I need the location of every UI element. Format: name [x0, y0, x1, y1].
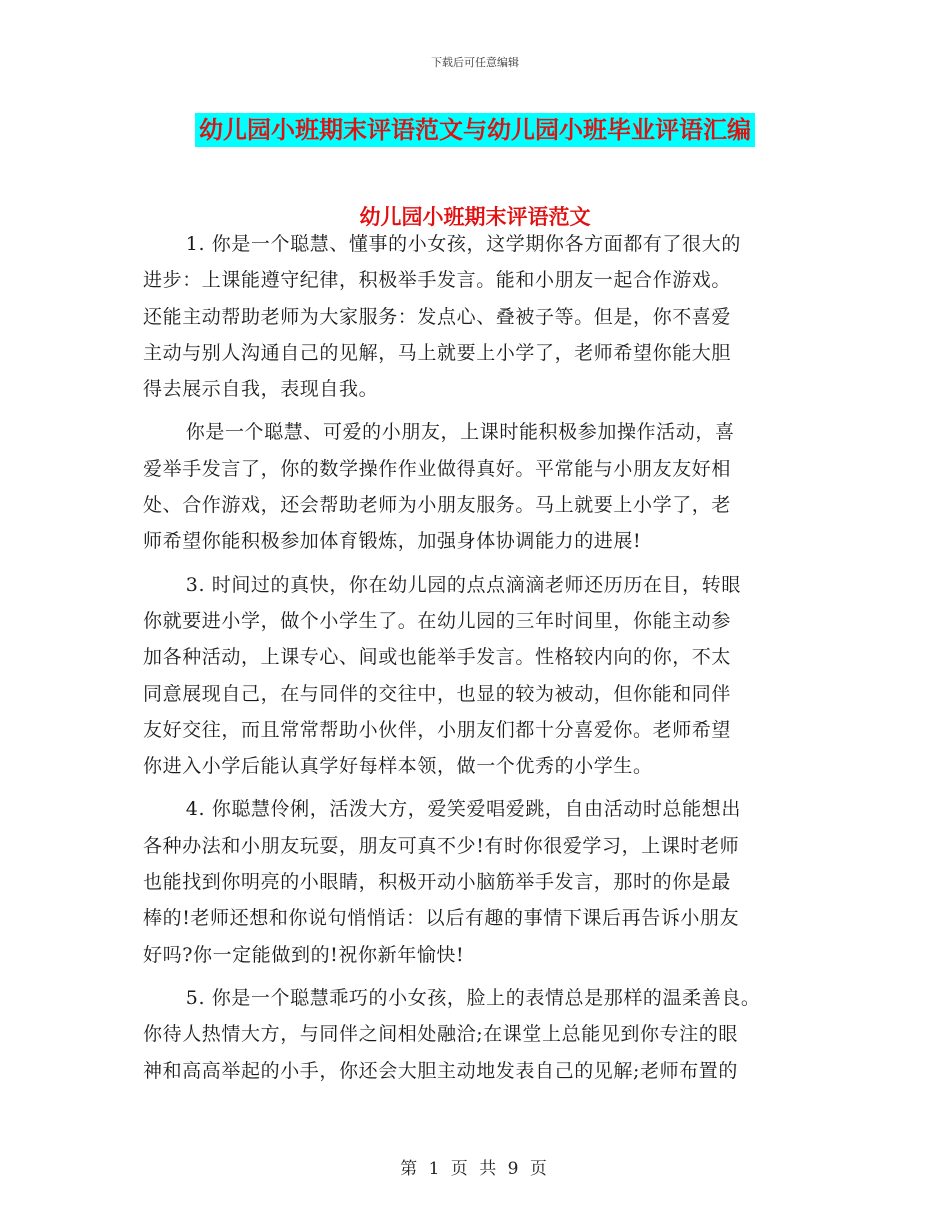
- paragraph-4: 4. 你聪慧伶俐，活泼大方，爱笑爱唱爱跳，自由活动时总能想出 各种办法和小朋友玩耍，朋友可真不少!有时你很爱学习，上课时老师 也能找到你明亮的小眼睛，积极开动小脑筋举手发言，那时的你是最 棒的!老师还想和你说句悄悄话：以后有趣的事情下课后再告诉小朋友 好吗?你一定能做到的!祝你新年愉快!: [143, 798, 741, 966]
- body-text: [143, 226, 833, 1096]
- header-note: 下载后可任意编辑: [431, 56, 519, 69]
- page-number-footer: 第 1 页 共 9 页: [400, 1159, 550, 1179]
- section-title: 幼儿园小班期末评语范文: [359, 205, 591, 229]
- paragraph-2: 你是一个聪慧、可爱的小朋友，上课时能积极参加操作活动，喜 爱举手发言了，你的数学操作作业做得真好。平常能与小朋友友好相 处、合作游戏，还会帮助老师为小朋友服务。马上就要上小学了，老 师希望你能积极参加体育锻炼，加强身体协调能力的进展!: [143, 421, 735, 553]
- paragraph-5: 5. 你是一个聪慧乖巧的小女孩，脸上的表情总是那样的温柔善良。 你待人热情大方，与同伴之间相处融洽;在课堂上总能见到你专注的眼 神和高高举起的小手，你还会大胆主动地发表自己的见解;老师布置的: [143, 986, 761, 1082]
- paragraph-1: 1. 你是一个聪慧、懂事的小女孩，这学期你各方面都有了很大的 进步：上课能遵守纪律，积极举手发言。能和小朋友一起合作游戏。 还能主动帮助老师为大家服务：发点心、叠被子等。但是，你不喜爱 主动与别人沟通自己的见解，马上就要上小学了，老师希望你能大胆 得去展示自我，表现自我。: [143, 233, 741, 401]
- document-title: 幼儿园小班期末评语范文与幼儿园小班毕业评语汇编: [195, 113, 755, 147]
- paragraph-3: 3. 时间过的真快，你在幼儿园的点点滴滴老师还历历在目，转眼 你就要进小学，做个小学生了。在幼儿园的三年时间里，你能主动参 加各种活动，上课专心、间或也能举手发言。性格较内向的你，不太 同意展现自己，在与同伴的交往中，也显的较为被动，但你能和同伴 友好交往，而且常常帮助小伙伴，小朋友们都十分喜爱你。老师希望 你进入小学后能认真学好每样本领，做一个优秀的小学生。: [143, 573, 741, 778]
